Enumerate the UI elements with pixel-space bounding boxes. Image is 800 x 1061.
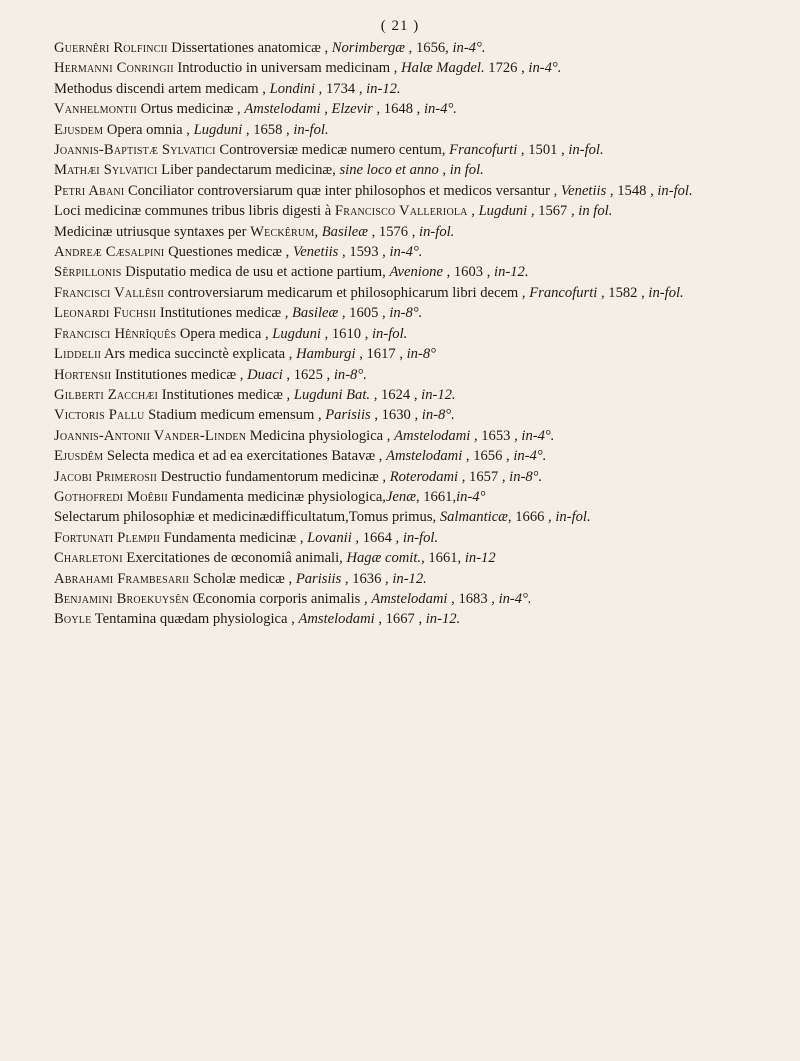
entry-title: Stadium medicum emensum , bbox=[144, 407, 326, 424]
book-format: in-4°. bbox=[521, 427, 555, 444]
entry-title: Tentamina quædam physiologica , bbox=[91, 611, 299, 628]
publication-date: , 1501 , bbox=[517, 142, 569, 159]
author-name: Leonardi Fuchsii bbox=[54, 305, 157, 322]
author-name: Victoris Pallu bbox=[54, 407, 145, 424]
entry-title: controversiarum medicarum et philosophicarum libri decem , bbox=[164, 284, 530, 301]
bibliography-entry bbox=[54, 385, 766, 405]
publication-date: , 1582 , bbox=[597, 284, 649, 301]
book-format: in-12. bbox=[392, 570, 427, 587]
publication-place: Francofurti bbox=[529, 284, 598, 301]
entry-title: Fundamenta medicinæ physiologica, bbox=[167, 488, 386, 505]
publication-date: , 1667 , bbox=[374, 611, 426, 628]
author-name: Ejusdem bbox=[54, 121, 104, 138]
publication-place: Hagæ comit. bbox=[346, 550, 422, 567]
bibliography-entry bbox=[54, 58, 766, 78]
publication-date: , 1648 , bbox=[372, 101, 424, 118]
book-format: in-8°. bbox=[421, 407, 455, 424]
bibliography-entry bbox=[54, 324, 766, 344]
bibliography-entry bbox=[54, 446, 766, 466]
entry-title: Medicina physiologica , bbox=[246, 427, 395, 444]
entry-title: Institutiones medicæ , bbox=[158, 386, 294, 403]
entry-title: Destructio fundamentorum medicinæ , bbox=[157, 468, 390, 485]
author-name: Petri Abani bbox=[54, 182, 125, 199]
author-name: Francisci Hênrîquês bbox=[54, 325, 177, 342]
bibliography-entry bbox=[54, 405, 766, 425]
book-format: in-4°. bbox=[528, 60, 562, 77]
book-format: in-fol. bbox=[419, 223, 455, 240]
author-name: Sêrpillonis bbox=[54, 264, 122, 281]
publication-date: , 1653 , bbox=[470, 427, 522, 444]
bibliography-entry bbox=[54, 222, 766, 242]
entry-title: Ars medica succinctè explicata , bbox=[101, 346, 297, 363]
book-format: in-fol. bbox=[648, 284, 684, 301]
publication-date: , 1630 , bbox=[370, 407, 422, 424]
publication-date: , 1657 , bbox=[458, 468, 510, 485]
entry-title: Loci medicinæ communes tribus libris digesti à bbox=[54, 203, 335, 220]
entry-title: Medicinæ utriusque syntaxes per bbox=[54, 223, 251, 240]
publication-date: , bbox=[438, 162, 450, 179]
author-name: Hortensii bbox=[54, 366, 112, 383]
book-format: in-fol. bbox=[657, 182, 693, 199]
publication-date: , 1567 , bbox=[527, 203, 579, 220]
bibliography-entry bbox=[54, 283, 766, 303]
book-format: in fol. bbox=[449, 162, 484, 179]
entry-title: Exercitationes de œconomiâ animali, bbox=[122, 550, 347, 567]
entry-title: Opera omnia , bbox=[103, 121, 194, 138]
publication-date: 1726 , bbox=[484, 60, 529, 77]
bibliography-entry bbox=[54, 467, 766, 487]
bibliography-entry bbox=[54, 426, 766, 446]
bibliography-list bbox=[54, 38, 766, 630]
publication-place: Lugduni bbox=[272, 325, 321, 342]
publication-date: , 1548 , bbox=[606, 182, 658, 199]
publication-place: Amstelodami , Elzevir bbox=[244, 101, 373, 118]
publication-place: Francofurti bbox=[449, 142, 518, 159]
publication-place: Hamburgi bbox=[296, 346, 356, 363]
entry-title: Methodus discendi artem medicam , bbox=[54, 80, 270, 97]
entry-title: , bbox=[314, 223, 322, 240]
book-format: in-8°. bbox=[509, 468, 543, 485]
bibliography-entry bbox=[54, 589, 766, 609]
author-name: Joannis-Antonii Vander-Linden bbox=[54, 427, 247, 444]
book-format: in fol. bbox=[578, 203, 613, 220]
publication-place: Amstelodami bbox=[298, 611, 375, 628]
bibliography-entry bbox=[54, 160, 766, 180]
publication-date: , 1664 , bbox=[351, 529, 403, 546]
publication-place: Jenæ bbox=[385, 488, 416, 505]
bibliography-entry bbox=[54, 38, 766, 58]
publication-date: , 1624 , bbox=[370, 386, 422, 403]
publication-date: , 1734 , bbox=[315, 80, 367, 97]
bibliography-entry bbox=[54, 120, 766, 140]
publication-place: Salmanticæ bbox=[439, 509, 508, 526]
book-format: in-8°. bbox=[333, 366, 367, 383]
publication-place: Londini bbox=[269, 80, 316, 97]
bibliography-entry bbox=[54, 569, 766, 589]
book-format: in-4°. bbox=[513, 448, 547, 465]
author-name: Weckêrum bbox=[250, 223, 315, 240]
book-format: in-4°. bbox=[389, 244, 423, 261]
entry-title: , bbox=[467, 203, 479, 220]
publication-place: Venetiis bbox=[560, 182, 607, 199]
publication-date: , 1576 , bbox=[367, 223, 420, 240]
bibliography-entry bbox=[54, 262, 766, 282]
publication-date: , 1636 , bbox=[341, 570, 393, 587]
bibliography-entry bbox=[54, 181, 766, 201]
bibliography-entry bbox=[54, 303, 766, 323]
book-format: in-8° bbox=[406, 346, 436, 363]
book-format: in-12. bbox=[366, 80, 401, 97]
entry-title: Fundamenta medicinæ , bbox=[160, 529, 308, 546]
publication-date: , 1661, bbox=[421, 550, 465, 567]
publication-place: Parisiis bbox=[295, 570, 342, 587]
book-format: in-fol. bbox=[293, 121, 329, 138]
entry-title: Institutiones medicæ , bbox=[156, 305, 293, 322]
author-name: Ejusdêm bbox=[54, 448, 104, 465]
publication-date: , 1593 , bbox=[338, 244, 390, 261]
publication-date: , 1656 , bbox=[462, 448, 514, 465]
author-name: Boyle bbox=[54, 611, 92, 628]
entry-title: Disputatio medica de usu et actione partium, bbox=[121, 264, 390, 281]
bibliography-entry bbox=[54, 344, 766, 364]
publication-place: Halæ Magdel. bbox=[401, 60, 485, 77]
bibliography-entry bbox=[54, 365, 766, 385]
publication-place: Parisiis bbox=[325, 407, 371, 424]
publication-place: Lovanii bbox=[307, 529, 352, 546]
bibliography-entry bbox=[54, 242, 766, 262]
entry-title: Institutiones medicæ , bbox=[111, 366, 248, 383]
author-name: Francisci Vallêsii bbox=[54, 284, 165, 301]
author-name: Guernêri Rolfincii bbox=[54, 40, 168, 56]
author-name: Joannis-Baptistæ Sylvatici bbox=[54, 142, 216, 159]
entry-title: Scholæ medicæ , bbox=[189, 570, 296, 587]
book-format: in-fol. bbox=[372, 325, 408, 342]
author-name: Mathæi Sylvatici bbox=[54, 162, 158, 179]
bibliography-entry bbox=[54, 528, 766, 548]
book-format: in-4°. bbox=[452, 40, 486, 56]
publication-date: , 1683 , bbox=[447, 590, 499, 607]
book-format: in-4°. bbox=[423, 101, 457, 118]
bibliography-entry bbox=[54, 548, 766, 568]
author-name: Benjamini Broekuysên bbox=[54, 590, 189, 607]
publication-place: Venetiis bbox=[292, 244, 339, 261]
publication-place: sine loco et anno bbox=[339, 162, 439, 179]
entry-title: Ortus medicinæ , bbox=[136, 101, 245, 118]
entry-title: Œconomia corporis animalis , bbox=[188, 590, 372, 607]
book-format: in-4°. bbox=[498, 590, 532, 607]
author-name: Gothofredi Moêbii bbox=[54, 488, 168, 505]
author-name: Vanhelmontii bbox=[54, 101, 137, 118]
bibliography-entry bbox=[54, 487, 766, 507]
book-format: in-8°. bbox=[389, 305, 423, 322]
author-name: Abrahami Frambesarii bbox=[54, 570, 190, 587]
entry-title: Selecta medica et ad ea exercitationes Batavæ , bbox=[103, 448, 387, 465]
publication-place: Amstelodami bbox=[386, 448, 463, 465]
publication-place: Duaci bbox=[247, 366, 283, 383]
author-name: Hermanni Conringii bbox=[54, 60, 174, 77]
publication-place: Norimbergæ bbox=[331, 40, 406, 56]
publication-place: Avenione bbox=[389, 264, 443, 281]
publication-place: Lugduni bbox=[478, 203, 528, 220]
book-format: in-fol. bbox=[555, 509, 591, 526]
book-format: in-4° bbox=[456, 488, 486, 505]
author-name: Charletoni bbox=[54, 550, 123, 567]
bibliography-entry bbox=[54, 79, 766, 99]
publication-date: , 1617 , bbox=[355, 346, 407, 363]
publication-date: , 1610 , bbox=[320, 325, 372, 342]
author-name: Fortunati Plempii bbox=[54, 529, 161, 546]
author-name: Jacobi Primerosii bbox=[54, 468, 158, 485]
publication-date: , 1661, bbox=[415, 488, 457, 505]
publication-place: Basileæ bbox=[321, 223, 368, 240]
publication-place: Basileæ bbox=[292, 305, 339, 322]
entry-title: Questiones medicæ , bbox=[164, 244, 293, 261]
publication-place: Roterodami bbox=[389, 468, 459, 485]
bibliography-entry bbox=[54, 140, 766, 160]
book-format: in-12. bbox=[425, 611, 461, 628]
publication-date: , 1603 , bbox=[442, 264, 495, 281]
book-format: in-12. bbox=[421, 386, 456, 403]
publication-date: , 1605 , bbox=[338, 305, 390, 322]
entry-title: Dissertationes anatomicæ , bbox=[167, 40, 332, 56]
entry-title: Opera medica , bbox=[176, 325, 273, 342]
publication-date: , 1625 , bbox=[282, 366, 334, 383]
book-format: in-fol. bbox=[402, 529, 439, 546]
publication-place: Amstelodami bbox=[371, 590, 448, 607]
entry-title: Liber pandectarum medicinæ, bbox=[157, 162, 340, 179]
bibliography-entry bbox=[54, 201, 766, 221]
entry-title: Conciliator controversiarum quæ inter philosophos et medicos versantur , bbox=[124, 182, 561, 199]
bibliography-entry bbox=[54, 609, 766, 629]
publication-date: , 1658 , bbox=[242, 121, 294, 138]
publication-place: Lugduni bbox=[193, 121, 243, 138]
bibliography-entry bbox=[54, 99, 766, 119]
author-name: Gilberti Zacchæi bbox=[54, 386, 159, 403]
entry-title: Controversiæ medicæ numero centum, bbox=[215, 142, 450, 159]
bibliography-entry bbox=[54, 507, 766, 527]
entry-title: Introductio in universam medicinam , bbox=[173, 60, 402, 77]
author-name: Andreæ Cæsalpini bbox=[54, 244, 165, 261]
book-format: in-12. bbox=[494, 264, 529, 281]
book-format: in-12 bbox=[464, 550, 496, 567]
book-format: in-fol. bbox=[568, 142, 604, 159]
publication-date: , 1666 , bbox=[507, 509, 556, 526]
publication-place: Amstelodami bbox=[394, 427, 471, 444]
entry-title: Selectarum philosophiæ et medicinædifficultatum,Tomus primus, bbox=[54, 509, 440, 526]
publication-place: Lugduni Bat. bbox=[293, 386, 371, 403]
author-name: Liddelii bbox=[54, 346, 102, 363]
author-name: Francisco Valleriola bbox=[334, 203, 468, 220]
page-number: ( 21 ) bbox=[380, 18, 420, 34]
publication-date: , 1656, bbox=[405, 40, 453, 56]
